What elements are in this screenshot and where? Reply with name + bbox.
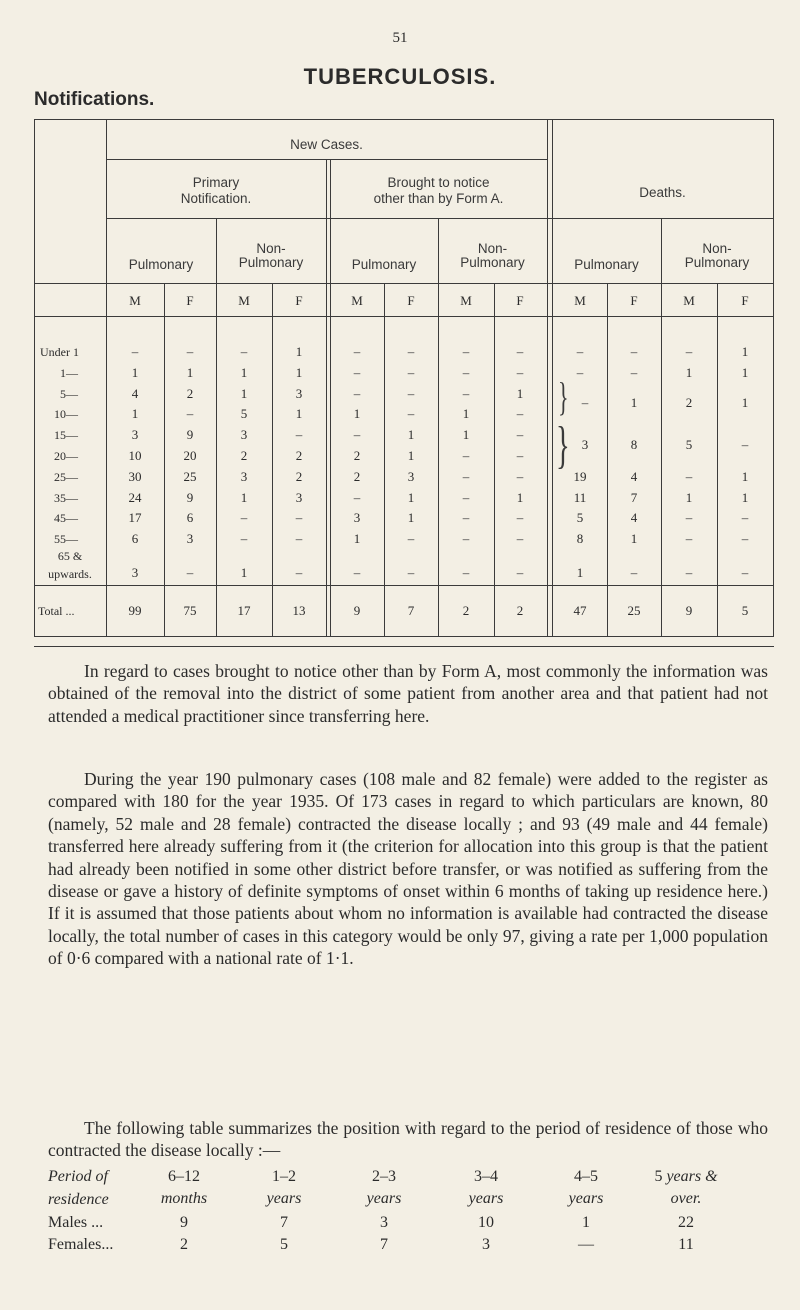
table-cell: – [240, 344, 248, 359]
row-label-55: 55— [54, 532, 78, 546]
row-label-total: Total ... [38, 604, 75, 618]
table-cell: 3 [353, 510, 361, 525]
table-cell: 1 [407, 448, 415, 463]
table-cell: – [407, 365, 415, 380]
row-label-35: 35— [54, 491, 78, 505]
header-f: F [741, 293, 749, 308]
period-unit: over. [670, 1190, 702, 1207]
table-cell: 1 [576, 565, 584, 580]
table-cell: – [516, 427, 524, 442]
total-cell: 13 [292, 603, 306, 618]
table-cell: 6 [131, 531, 139, 546]
total-cell: 17 [237, 603, 251, 618]
table-cell: – [576, 365, 584, 380]
deaths-15-24-pulm-f: 8 [630, 437, 638, 452]
table-cell: – [516, 448, 524, 463]
table-cell: 8 [576, 531, 584, 546]
header-deaths: Deaths. [639, 185, 686, 200]
table-cell: 1 [131, 406, 139, 421]
table-cell: 20 [183, 448, 197, 463]
table-cell: 11 [573, 490, 587, 505]
table-cell: 2 [240, 448, 248, 463]
table-cell: – [685, 510, 693, 525]
total-cell: 99 [128, 603, 142, 618]
residence-table [48, 1167, 768, 1287]
period-unit: years [366, 1190, 402, 1207]
table-cell: – [685, 469, 693, 484]
table-cell: – [462, 565, 470, 580]
row-label-20: 20— [54, 449, 78, 463]
table-cell: 17 [128, 510, 142, 525]
period-heading: 4–5 [574, 1168, 598, 1185]
table-cell: 1 [240, 386, 248, 401]
table-cell: 1 [240, 365, 248, 380]
period-unit: years [568, 1190, 604, 1207]
females-value: — [578, 1236, 594, 1253]
bracket-5-14: } [558, 374, 569, 419]
males-value: 22 [678, 1214, 694, 1231]
table-cell: – [516, 344, 524, 359]
total-cell: 2 [462, 603, 470, 618]
table-cell: 1 [462, 427, 470, 442]
females-value: 5 [280, 1236, 288, 1253]
table-cell: 1 [741, 490, 749, 505]
period-heading: 5 years & [654, 1168, 718, 1185]
row-label-25: 25— [54, 470, 78, 484]
table-cell: – [741, 565, 749, 580]
table-cell: 1 [353, 531, 361, 546]
males-value: 7 [280, 1214, 288, 1231]
table-cell: 9 [186, 427, 194, 442]
total-cell: 9 [685, 603, 693, 618]
header-new-cases: New Cases. [290, 137, 363, 152]
header-non-pulmonary-deaths: Non- Pulmonary [684, 241, 750, 270]
table-cell: – [295, 510, 303, 525]
section-subtitle: Notifications. [34, 89, 155, 110]
deaths-15-24-nonpulm-f: – [741, 437, 749, 452]
deaths-15-24-nonpulm-m: 5 [685, 437, 693, 452]
table-cell: 6 [186, 510, 194, 525]
table-cell: – [353, 490, 361, 505]
table-cell: – [353, 565, 361, 580]
table-cell: – [353, 386, 361, 401]
table-cell: – [353, 365, 361, 380]
deaths-5-14-pulm-m: – [581, 395, 589, 410]
header-f: F [516, 293, 524, 308]
row-label-under-1: Under 1 [40, 345, 79, 359]
table-cell: 1 [240, 565, 248, 580]
period-heading: 6–12 [168, 1168, 200, 1185]
row-label-10: 10— [54, 407, 78, 421]
table-cell: 3 [186, 531, 194, 546]
table-cell: – [462, 448, 470, 463]
table-cell: 2 [186, 386, 194, 401]
header-pulmonary-brought: Pulmonary [351, 257, 417, 272]
total-cell: 9 [353, 603, 361, 618]
table-cell: – [462, 510, 470, 525]
table-cell: – [295, 427, 303, 442]
table-cell: – [630, 344, 638, 359]
table-cell: – [407, 344, 415, 359]
table-cell: – [462, 344, 470, 359]
paragraph-summary-intro: The following table summarizes the position with regard to the period of residence of those who contracted the disease locally :— [48, 1118, 768, 1161]
table-cell: – [353, 344, 361, 359]
table-cell: 3 [131, 427, 139, 442]
table-cell: 1 [685, 490, 693, 505]
table-cell: 1 [630, 531, 638, 546]
header-brought-to-notice: Brought to notice other than by Form A. [373, 175, 504, 206]
header-f: F [630, 293, 638, 308]
table-cell: 4 [630, 510, 638, 525]
period-unit: years [266, 1190, 302, 1207]
total-cell: 5 [741, 603, 749, 618]
table-cell: – [516, 469, 524, 484]
row-label-1: 1— [60, 366, 78, 380]
table-cell: – [186, 565, 194, 580]
period-unit: months [160, 1190, 208, 1207]
table-cell: – [462, 490, 470, 505]
table-cell: – [295, 531, 303, 546]
table-cell: 1 [462, 406, 470, 421]
table-cell: – [685, 344, 693, 359]
females-value: 7 [380, 1236, 388, 1253]
females-value: 11 [678, 1236, 694, 1253]
males-value: 1 [582, 1214, 590, 1231]
females-label: Females... [48, 1236, 114, 1253]
total-cell: 75 [183, 603, 197, 618]
males-label: Males ... [48, 1214, 104, 1231]
table-cell: 3 [295, 386, 303, 401]
period-heading: 1–2 [272, 1168, 296, 1185]
table-cell: 1 [353, 406, 361, 421]
residence-head: Period of residence [48, 1168, 109, 1208]
table-cell: 1 [516, 490, 524, 505]
table-cell: 3 [131, 565, 139, 580]
males-value: 9 [180, 1214, 188, 1231]
table-cell: 5 [576, 510, 584, 525]
table-cell: – [685, 531, 693, 546]
table-cell: 1 [240, 490, 248, 505]
deaths-5-14-pulm-f: 1 [630, 395, 638, 410]
table-cell: – [462, 365, 470, 380]
table-cell: 1 [407, 427, 415, 442]
table-cell: – [685, 565, 693, 580]
header-m: M [574, 293, 586, 308]
table-cell: – [462, 531, 470, 546]
table-cell: 1 [186, 365, 194, 380]
table-cell: 1 [295, 406, 303, 421]
table-cell: – [407, 565, 415, 580]
table-cell: – [131, 344, 139, 359]
paragraph-form-a: In regard to cases brought to notice other than by Form A, most commonly the information was obtained of the removal into the district of some patient from another area and that patient had not attended a medical practitioner since transferring here. [48, 661, 768, 726]
table-cell: 3 [240, 469, 248, 484]
row-label-15: 15— [54, 428, 78, 442]
table-cell: 10 [128, 448, 142, 463]
table-cell: 2 [353, 448, 361, 463]
table-cell: 5 [240, 406, 248, 421]
table-cell: 25 [183, 469, 197, 484]
paragraph-pulmonary-cases: During the year 190 pulmonary cases (108 male and 82 female) were added to the register as compared with 180 for the year 1935. Of 173 cases in regard to which particulars are known, 80 (namely, 52 male and 28 female) contracted the disease locally ; and 93 (49 male and 44 female) transferred here already suffering from it (the criterion for allocation into this group is that the patient had already been notified in some other district before transfer, or was notified as suffering from the disease or gave a history of definite symptoms of onset within 6 months of taking up residence here.) If it is assumed that those patients about whom no information is available had contracted the disease locally, the total number of cases in this category would be only 97, giving a rate per 1,000 population of 0·6 compared with a national rate of 1·1. [48, 769, 768, 969]
row-label-5: 5— [60, 387, 78, 401]
table-cell: 2 [295, 469, 303, 484]
header-m: M [351, 293, 363, 308]
males-value: 3 [380, 1214, 388, 1231]
header-f: F [295, 293, 303, 308]
deaths-5-14-nonpulm-m: 2 [685, 395, 693, 410]
table-cell: – [407, 406, 415, 421]
period-heading: 3–4 [474, 1168, 498, 1185]
table-cell: 1 [516, 386, 524, 401]
table-cell: – [186, 406, 194, 421]
table-cell: – [186, 344, 194, 359]
header-primary-notification: Primary Notification. [180, 175, 252, 206]
table-cell: – [462, 386, 470, 401]
table-cell: – [516, 406, 524, 421]
total-cell: 7 [407, 603, 415, 618]
total-cell: 2 [516, 603, 524, 618]
table-cell: 1 [407, 510, 415, 525]
table-cell: 1 [685, 365, 693, 380]
females-value: 2 [180, 1236, 188, 1253]
total-cell: 25 [627, 603, 641, 618]
header-m: M [683, 293, 695, 308]
page-title: TUBERCULOSIS. [303, 64, 497, 89]
total-cell: 47 [573, 603, 587, 618]
table-cell: – [407, 386, 415, 401]
table-cell: – [516, 531, 524, 546]
table-cell: – [295, 565, 303, 580]
header-non-pulmonary-brought: Non- Pulmonary [460, 241, 525, 270]
header-f: F [407, 293, 415, 308]
table-cell: – [353, 427, 361, 442]
table-cell: – [741, 510, 749, 525]
header-pulmonary-primary: Pulmonary [128, 257, 194, 272]
table-cell: – [741, 531, 749, 546]
table-cell: 9 [186, 490, 194, 505]
deaths-5-14-nonpulm-f: 1 [741, 395, 749, 410]
table-cell: – [462, 469, 470, 484]
table-cell: – [516, 565, 524, 580]
header-m: M [238, 293, 250, 308]
table-cell: 7 [630, 490, 638, 505]
females-value: 3 [482, 1236, 490, 1253]
table-cell: 1 [407, 490, 415, 505]
table-cell: 2 [295, 448, 303, 463]
period-heading: 2–3 [372, 1168, 396, 1185]
table-cell: 4 [131, 386, 139, 401]
males-value: 10 [478, 1214, 494, 1231]
table-cell: 3 [407, 469, 415, 484]
header-m: M [460, 293, 472, 308]
table-cell: – [516, 365, 524, 380]
bracket-15-24: } [556, 417, 570, 474]
table-cell: – [630, 565, 638, 580]
page-number: 51 [392, 30, 408, 46]
table-cell: 3 [240, 427, 248, 442]
table-cell: 1 [741, 365, 749, 380]
table-cell: – [630, 365, 638, 380]
table-cell: 1 [131, 365, 139, 380]
header-pulmonary-deaths: Pulmonary [574, 257, 639, 272]
table-cell: – [240, 531, 248, 546]
period-unit: years [468, 1190, 504, 1207]
table-cell: – [407, 531, 415, 546]
header-f: F [186, 293, 194, 308]
table-cell: 3 [295, 490, 303, 505]
table-cell: – [576, 344, 584, 359]
table-cell: 2 [353, 469, 361, 484]
table-cell: – [516, 510, 524, 525]
table-cell: 24 [128, 490, 142, 505]
table-cell: 30 [128, 469, 142, 484]
table-cell: 1 [741, 344, 749, 359]
deaths-15-24-pulm-m: 3 [581, 437, 589, 452]
table-cell: – [240, 510, 248, 525]
table-cell: 4 [630, 469, 638, 484]
header-m: M [129, 293, 141, 308]
table-cell: 1 [295, 344, 303, 359]
table-cell: 1 [741, 469, 749, 484]
table-cell: 1 [295, 365, 303, 380]
row-label-65-upwards: 65 & upwards. [48, 549, 92, 581]
row-label-45: 45— [54, 511, 78, 525]
header-non-pulmonary-primary: Non- Pulmonary [238, 241, 304, 270]
table-cell: 19 [573, 469, 587, 484]
